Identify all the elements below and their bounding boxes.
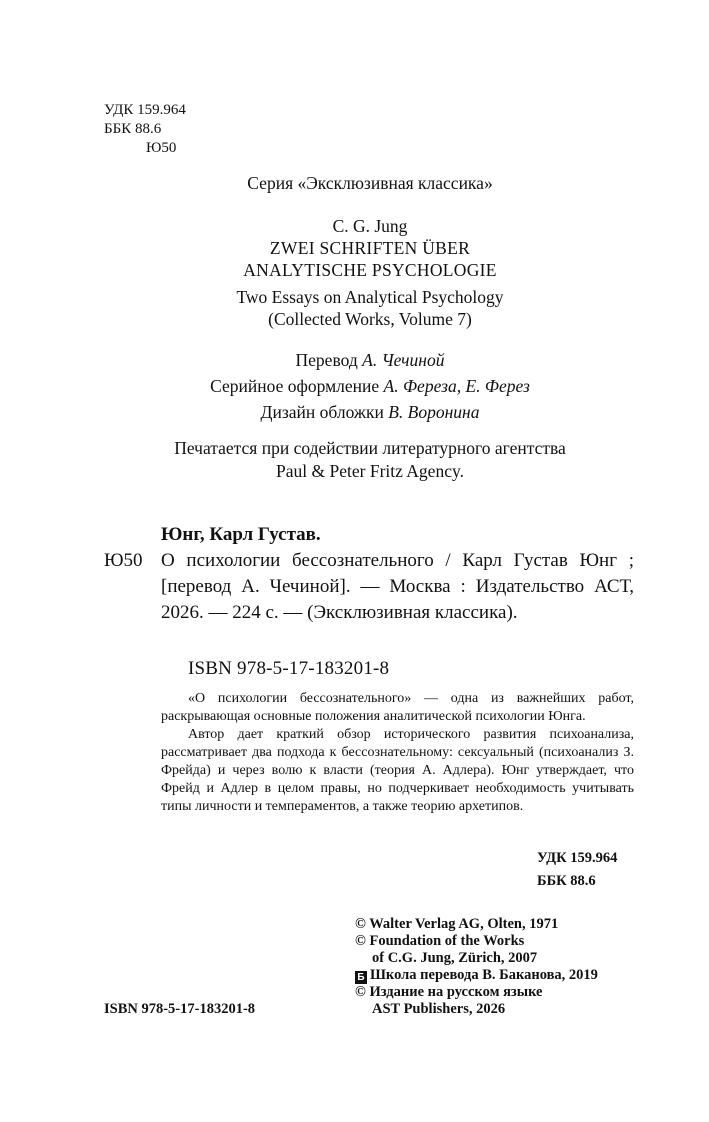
bottom-classification-codes <box>537 847 617 893</box>
cover-design-credit <box>80 399 660 425</box>
annotation-paragraph-1: «О психологии бессознательного» — одна из важнейших работ, раскрывающая основные положения аналитической психологии Юнга. <box>161 691 634 724</box>
agency-line1: Печатается при содействии литературного агентства <box>174 438 566 458</box>
agency-line2: Paul & Peter Fritz Agency. <box>276 461 464 481</box>
series-line: Серия «Эксклюзивная классика» <box>247 173 493 193</box>
annotation-paragraph-2: Автор дает краткий обзор исторического развития психоанализа, рассматривает два подхода к бессознательному: сексуальный (психоанализ З. Фрейда) и через волю к власти (теория А. Адлера). Юнг утверждает, что Фрейд и Адлер в целом правы, но подчеркивает необходимость учитывать типы личности и темпераментов, а также теорию архетипов. <box>161 727 634 814</box>
copyright-walter: © Walter Verlag AG, Olten, 1971 <box>355 916 559 932</box>
original-title-line1: ZWEI SCHRIFTEN ÜBER <box>269 238 471 258</box>
english-title <box>80 286 660 330</box>
credits <box>80 347 660 425</box>
copyright-school <box>355 967 598 984</box>
series-design-label: Серийное оформление <box>210 376 380 396</box>
english-title-line2: (Collected Works, Volume 7) <box>268 309 472 329</box>
copyright-block <box>355 916 598 1018</box>
card-code: Ю50 <box>104 550 143 571</box>
bbk-code: ББК 88.6 <box>104 121 162 137</box>
copyright-edition-cont: AST Publishers, 2026 <box>372 1001 506 1017</box>
copyright-foundation: © Foundation of the Works <box>355 933 525 949</box>
cover-designer-name: В. Воронина <box>388 402 480 422</box>
isbn-bottom: ISBN 978-5-17-183201-8 <box>104 1001 256 1017</box>
translation-credit <box>80 347 660 373</box>
original-title-line2: ANALYTISCHE PSYCHOLOGIE <box>243 260 497 280</box>
translation-label: Перевод <box>295 350 358 370</box>
author-mark: Ю50 <box>146 140 177 156</box>
annotation <box>161 690 634 816</box>
agency-note <box>80 437 660 483</box>
translator-name: А. Чечиной <box>362 350 445 370</box>
copyright-school-text: Школа перевода В. Баканова, 2019 <box>370 967 598 983</box>
card-author: Юнг, Карл Густав. <box>161 524 321 545</box>
copyright-foundation-cont: of C.G. Jung, Zürich, 2007 <box>372 950 538 966</box>
bottom-udk: УДК 159.964 <box>537 850 618 866</box>
copyright-edition: © Издание на русском языке <box>355 984 543 1000</box>
card-isbn: ISBN 978-5-17-183201-8 <box>188 658 390 679</box>
cover-design-label: Дизайн обложки <box>260 402 384 422</box>
original-title <box>80 237 660 281</box>
english-title-line1: Two Essays on Analytical Psychology <box>236 287 504 307</box>
school-logo-icon: Б <box>355 971 367 984</box>
udk-code: УДК 159.964 <box>104 102 186 118</box>
series-designer-names: А. Фереза, Е. Ферез <box>383 376 530 396</box>
card-description: О психологии бессознательного / Карл Густав Юнг ; [перевод А. Чечиной]. — Москва : Издательство АСТ, 2026. — 224 с. — (Эксклюзивная классика). <box>161 550 634 623</box>
series-design-credit <box>80 373 660 399</box>
bottom-bbk: ББК 88.6 <box>537 873 596 889</box>
original-author: C. G. Jung <box>332 216 408 236</box>
classification-codes <box>104 101 186 158</box>
